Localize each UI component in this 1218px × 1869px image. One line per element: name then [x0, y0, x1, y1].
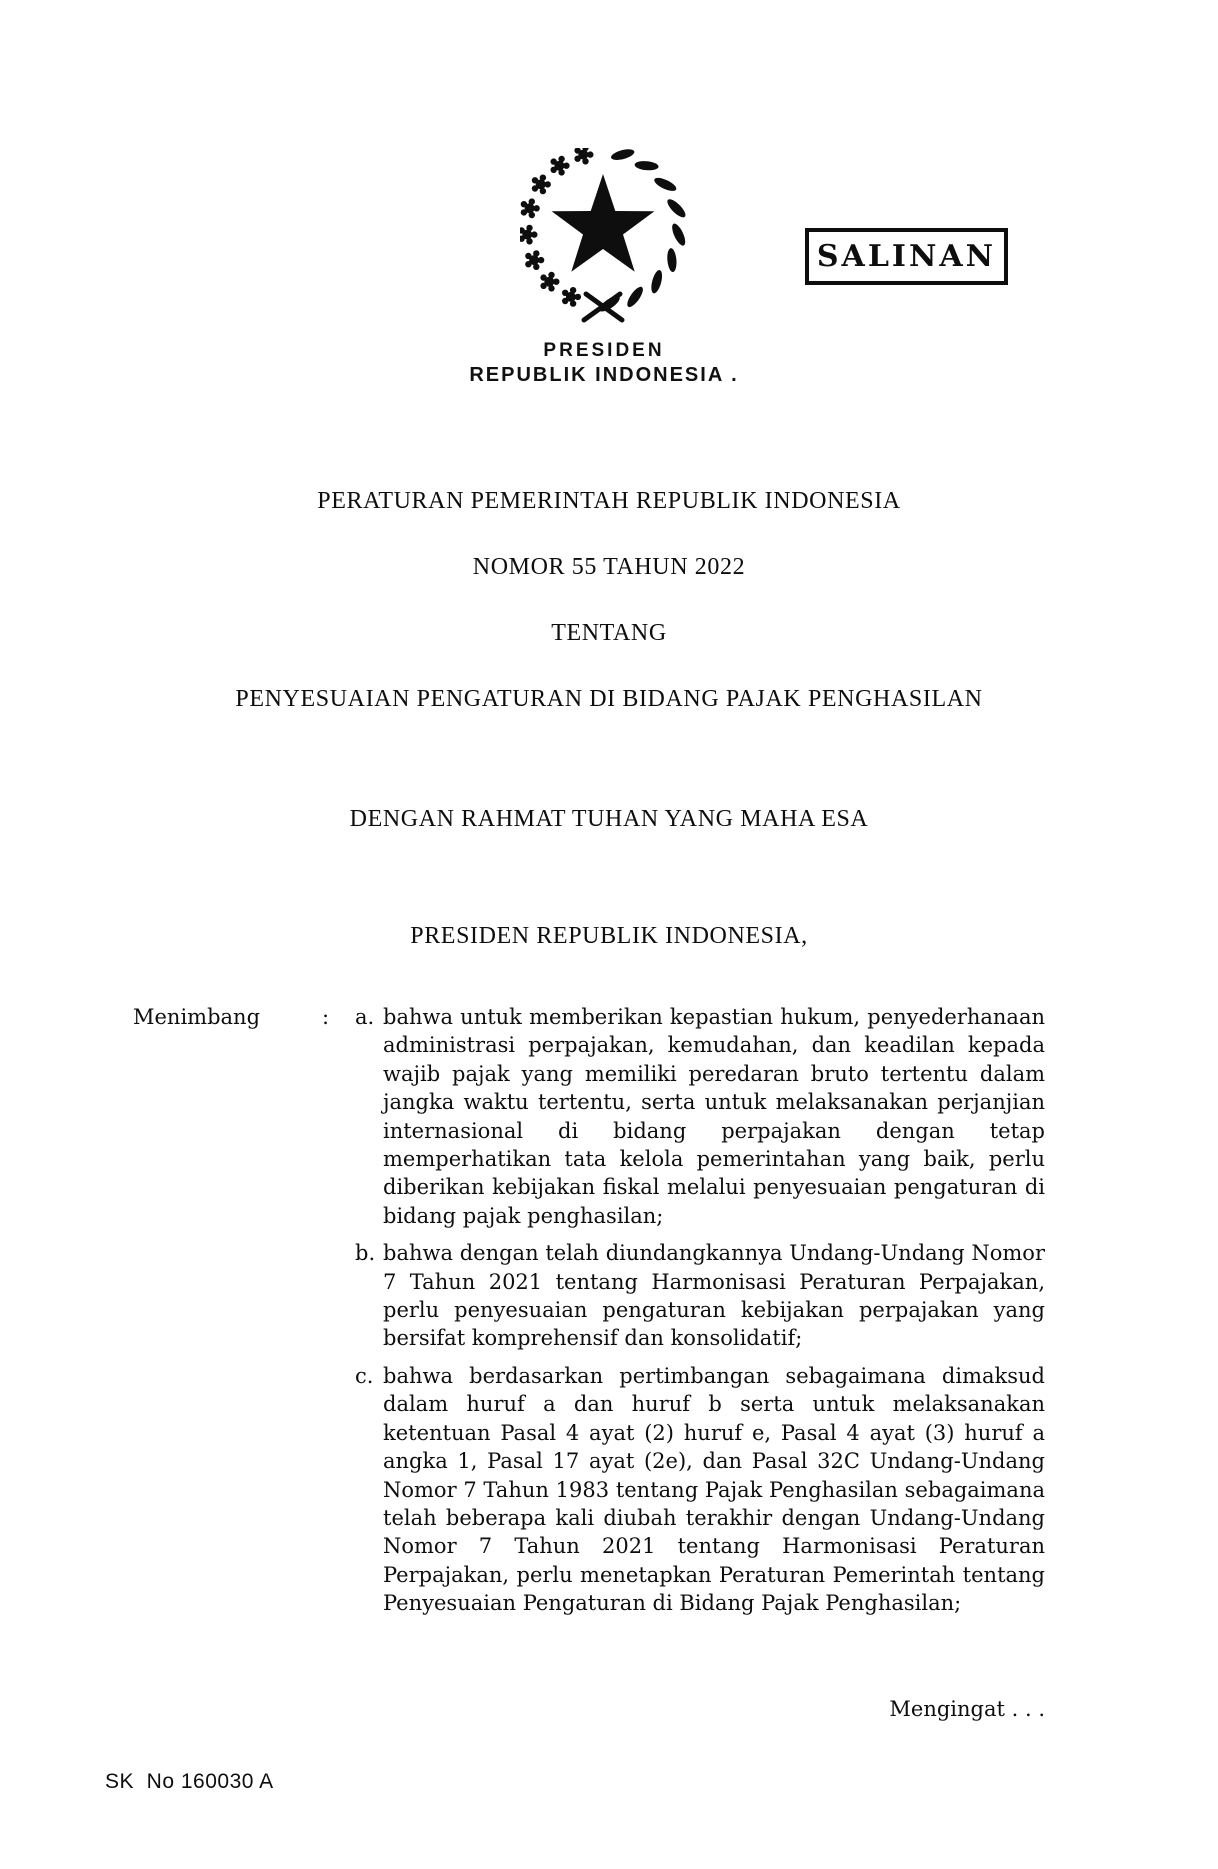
catchword-mengingat: Mengingat . . .: [889, 1697, 1045, 1721]
considering-label: Menimbang: [133, 1005, 261, 1029]
authority-line: PRESIDEN REPUBLIK INDONESIA,: [410, 923, 808, 949]
considering-item-a: [133, 1003, 1045, 1230]
regulation-subject: PENYESUAIAN PENGATURAN DI BIDANG PAJAK PENGHASILAN: [235, 686, 983, 712]
considering-section: [133, 1003, 1045, 1618]
item-marker-c: c.: [355, 1363, 374, 1388]
considering-item-b: [133, 1239, 1045, 1353]
letterhead-presiden: PRESIDEN: [543, 340, 665, 361]
item-text-b: bahwa dengan telah diundangkannya Undang-Undang Nomor 7 Tahun 2021 tentang Harmonisasi Peraturan Perpajakan, perlu penyesuaian pengaturan kebijakan perpajakan yang bersifat komprehensif dan konsolidatif;: [383, 1241, 1045, 1351]
regulation-tentang: TENTANG: [551, 620, 667, 646]
salinan-stamp-box: [805, 228, 1008, 285]
considering-item-c: [133, 1362, 1045, 1618]
item-text-a: bahwa untuk memberikan kepastian hukum, penyederhanaan administrasi perpajakan, kemudahan, dan keadilan kepada wajib pajak yang memiliki peredaran bruto tertentu dalam jangka waktu tertentu, serta untuk melaksanakan perjanjian internasional di bidang perpajakan dengan tetap memperhatikan tata kelola pemerintahan yang baik, perlu diberikan kebijakan fiskal melalui penyesuaian pengaturan di bidang pajak penghasilan;: [383, 1005, 1045, 1228]
invocation-line: DENGAN RAHMAT TUHAN YANG MAHA ESA: [349, 806, 869, 832]
item-marker-a: a.: [355, 1005, 375, 1029]
regulation-number: NOMOR 55 TAHUN 2022: [472, 554, 746, 580]
item-text-c: bahwa berdasarkan pertimbangan sebagaimana dimaksud dalam huruf a dan huruf b serta untuk melaksanakan ketentuan Pasal 4 ayat (2) huruf e, Pasal 4 ayat (3) huruf a angka 1, Pasal 17 ayat (2e), dan Pasal 32C Undang-Undang Nomor 7 Tahun 1983 tentang Pajak Penghasilan sebagaimana telah beberapa kali diubah terakhir dengan Undang-Undang Nomor 7 Tahun 2021 tentang Harmonisasi Peraturan Perpajakan, perlu menetapkan Peraturan Pemerintah tentang Penyesuaian Pengaturan di Bidang Pajak Penghasilan;: [383, 1363, 1045, 1616]
salinan-stamp-label: SALINAN: [816, 239, 997, 274]
presidential-star-wreath-emblem: [520, 148, 686, 324]
item-marker-b: b.: [355, 1241, 376, 1266]
letterhead-republik-indonesia: REPUBLIK INDONESIA .: [469, 364, 739, 386]
letterhead: [304, 339, 904, 388]
footer-sk-number: SK No 160030 A: [105, 1770, 274, 1793]
considering-colon: :: [322, 1005, 330, 1029]
regulation-title: PERATURAN PEMERINTAH REPUBLIK INDONESIA: [317, 488, 901, 514]
